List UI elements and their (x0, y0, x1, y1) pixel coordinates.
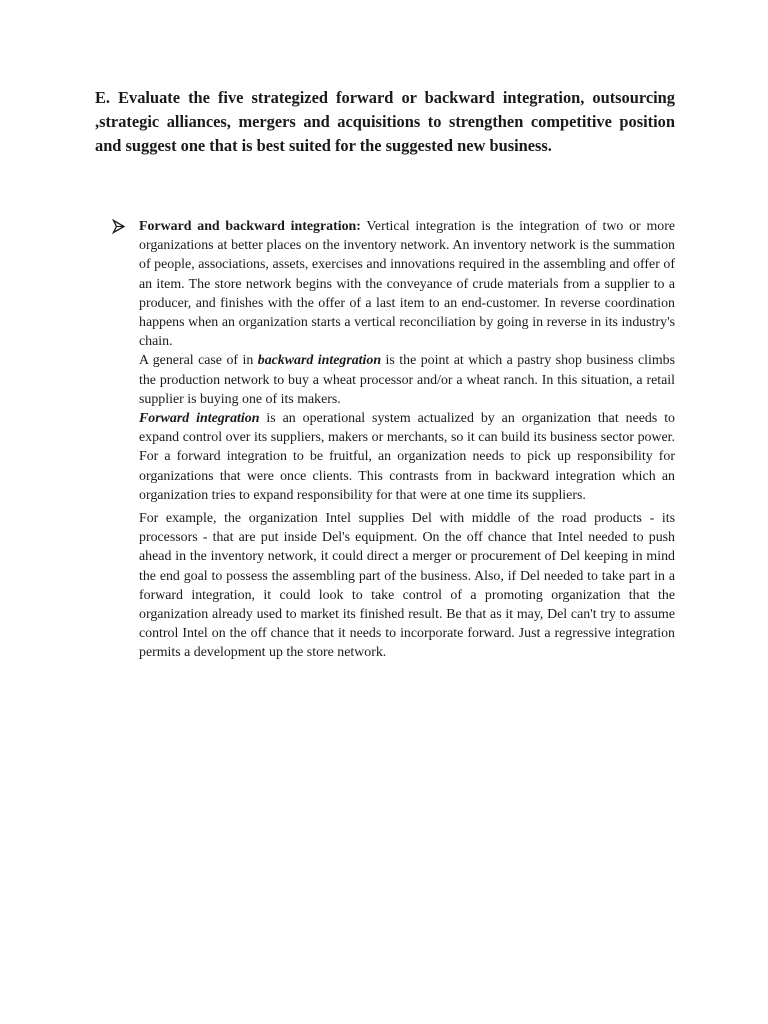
bullet-lead-label: Forward and backward integration: (139, 219, 361, 234)
forward-integration-term: Forward integration (139, 411, 260, 427)
backward-integration-term: backward integration (257, 353, 382, 369)
section-heading: E. Evaluate the five strategized forward or backward integration, outsourcing ,strategic alliances, mergers and acquisitions to strengthen competitive position and suggest one that is best suited for the suggested new business. (95, 88, 675, 155)
vertical-integration-text: Vertical integration is the integration of two or more organizations at better places on the inventory network. An inventory network is the summation of people, associations, assets, exercises and innovations required in the assembling and offer of an item. The store network begins with the conveyance of crude materials from a supplier to a producer, and finishes with the offer of a last item to an end-customer. In reverse coordination happens when an organization starts a vertical reconciliation by going in reverse in its industry's chain. (139, 219, 676, 350)
forward-integration-text: is an operational system actualized by an organization that needs to expand control over its suppliers, makers or merchants, so it can build its business sector power. For a forward integration to be fruitful, an organization needs to pick up responsibility for organizations that were once clients. This contrasts from in backward integration which an organization tries to expand responsibility for that were at one time its suppliers. (139, 411, 675, 503)
backward-integration-paragraph (139, 351, 675, 409)
backward-integration-text: is the point at which a pastry shop business climbs the production network to buy a wheat processor and/or a wheat ranch. In this situation, a retail supplier is buying one of its makers. (139, 353, 675, 407)
vertical-integration-paragraph (139, 217, 675, 351)
arrowhead-bullet-icon (112, 217, 126, 236)
forward-integration-paragraph (139, 409, 675, 505)
intel-example-paragraph: For example, the organization Intel supplies Del with middle of the road products - its processors - that are put inside Del's equipment. On the off chance that Intel needed to push ahead in the inventory network, it could direct a merger or procurement of Del keeping in mind the end goal to possess the assembling part of the business. Also, if Del needed to take part in a forward integration, it could look to take control of a promoting organization that the organization already used to market its finished result. Be that as it may, Del can't try to assume control Intel on the off chance that it needs to incorporate forward. Just a regressive integration permits a development up the store network. (139, 511, 675, 661)
backward-intro-text: A general case of in (139, 353, 258, 369)
bullet-body (139, 217, 675, 505)
